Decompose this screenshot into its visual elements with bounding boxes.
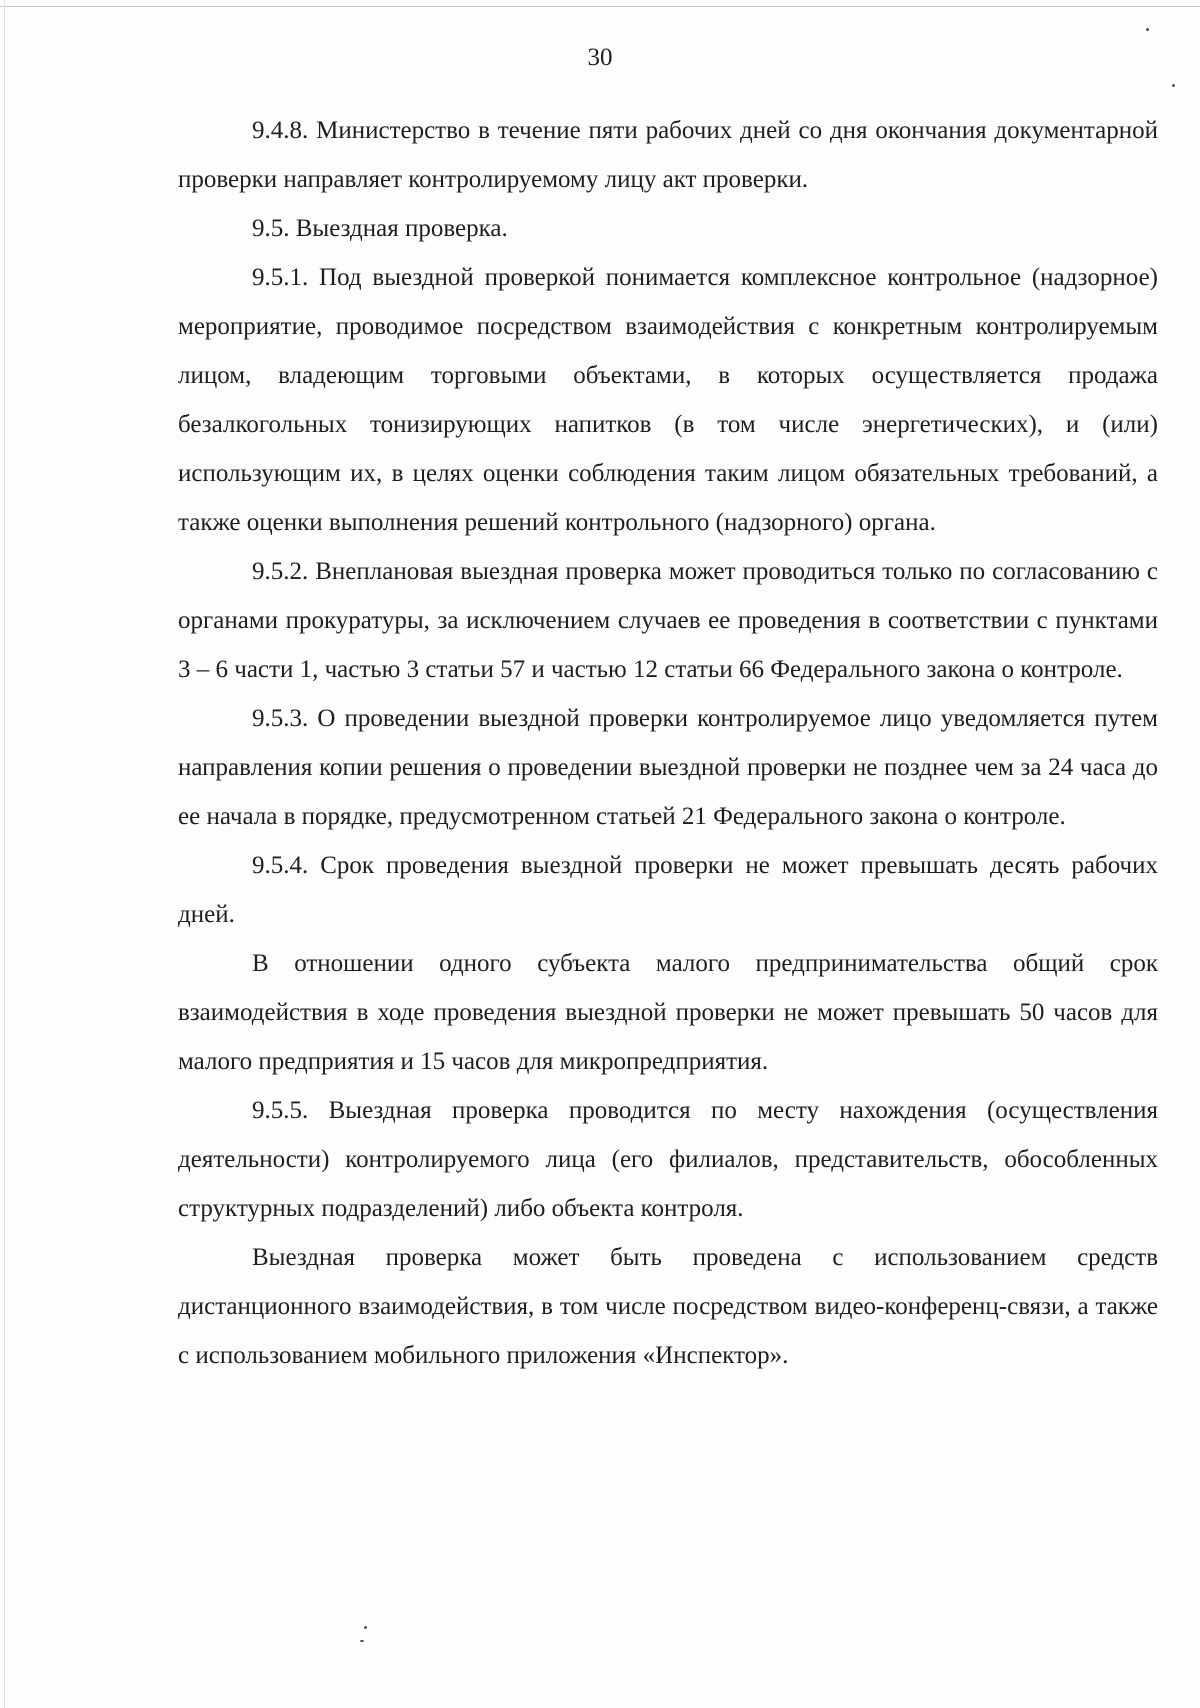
paragraph-remote-inspection: Выездная проверка может быть проведена с использованием средств дистанционного взаимодействия, в том числе посредством видео-конференц-связи, а также с использованием мобильного приложения «Инспектор». [178,1244,1158,1369]
paragraph-9-4-8: 9.4.8. Министерство в течение пяти рабочих дней со дня окончания документарной проверки направляет контролируемому лицу акт проверки. [178,117,1158,193]
scan-speck [1172,84,1175,87]
scan-speck [360,1640,364,1642]
paragraph-9-5-5: 9.5.5. Выездная проверка проводится по месту нахождения (осуществления деятельности) контролируемого лица (его филиалов, представительств, обособленных структурных подразделений) либо объекта контроля. [178,1097,1158,1222]
paragraph-9-5-1: 9.5.1. Под выездной проверкой понимается комплексное контрольное (надзорное) мероприятие, проводимое посредством взаимодействия с конкретным контролируемым лицом, владеющим торговыми объектами, в которых осуществляется продажа безалкогольных тонизирующих напитков (в том числе энергетических), и (или) использующим их, в целях оценки соблюдения таким лицом обязательных требований, а также оценки выполнения решений контрольного (надзорного) органа. [178,264,1158,536]
scan-left-edge [4,0,5,1708]
paragraph-9-5: 9.5. Выездная проверка. [252,215,508,242]
paragraph-9-5-3: 9.5.3. О проведении выездной проверки контролируемое лицо уведомляется путем направления копии решения о проведении выездной проверки не позднее чем за 24 часа до ее начала в порядке, предусмотренном статьей 21 Федерального закона о контроле. [178,705,1158,830]
paragraph-9-5-2: 9.5.2. Внеплановая выездная проверка может проводиться только по согласованию с органами прокуратуры, за исключением случаев ее проведения в соответствии с пунктами 3 – 6 части 1, частью 3 статьи 57 и частью 12 статьи 66 Федерального закона о контроле. [178,558,1158,683]
scan-speck [1146,28,1149,31]
paragraph-small-business-term: В отношении одного субъекта малого предпринимательства общий срок взаимодействия в ходе проведения выездной проверки не может превышать 50 часов для малого предприятия и 15 часов для микропредприятия. [178,950,1158,1075]
document-body [178,106,1158,1380]
page-number: 30 [587,44,613,71]
paragraph-9-5-4: 9.5.4. Срок проведения выездной проверки не может превышать десять рабочих дней. [178,852,1158,928]
scan-top-edge [0,6,1200,7]
scan-speck [364,1626,367,1629]
